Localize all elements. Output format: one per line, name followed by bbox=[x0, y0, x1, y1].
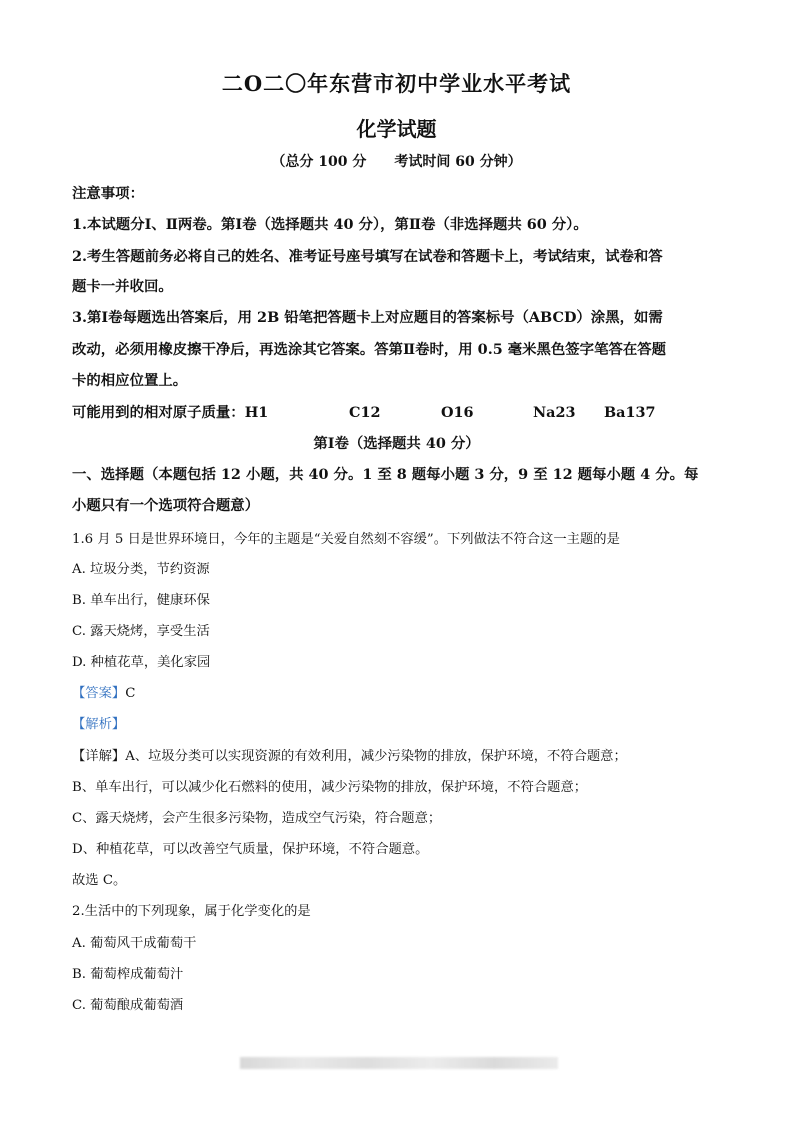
notice-item-1: 1.本试题分Ⅰ、Ⅱ两卷。第Ⅰ卷（选择题共 40 分），第Ⅱ卷（非选择题共 60 分）。 bbox=[72, 216, 588, 233]
q1-detail-b: B、单车出行，可以减少化石燃料的使用，减少污染物的排放，保护环境，不符合题意； bbox=[72, 780, 588, 795]
answer-value: C bbox=[125, 686, 136, 701]
q2-option-c: C. 葡萄酿成葡萄酒 bbox=[72, 998, 184, 1013]
blurred-footer-watermark bbox=[240, 1057, 558, 1069]
answer-tag: 【答案】 bbox=[72, 686, 126, 701]
atomic-mass-label: 可能用到的相对原子质量：H1 bbox=[72, 404, 269, 421]
section-title: 第Ⅰ卷（选择题共 40 分） bbox=[313, 435, 480, 452]
atomic-mass-na: Na23 bbox=[533, 404, 576, 421]
notice-heading: 注意事项： bbox=[72, 185, 144, 202]
exam-title: 二O二〇年东营市初中学业水平考试 bbox=[221, 71, 572, 96]
q1-option-a: A. 垃圾分类，节约资源 bbox=[72, 562, 210, 577]
detail-tag: 【详解】 bbox=[72, 749, 126, 764]
atomic-mass-ba: Ba137 bbox=[604, 404, 656, 421]
part-heading-line-1: 一、选择题（本题包括 12 小题，共 40 分。1 至 8 题每小题 3 分，9 至 12 题每小题 4 分。每 bbox=[72, 466, 699, 483]
q2-option-a: A. 葡萄风干成葡萄干 bbox=[72, 936, 197, 951]
q1-conclusion: 故选 C。 bbox=[72, 873, 127, 888]
q1-detail-a bbox=[72, 745, 627, 764]
q1-answer bbox=[72, 682, 135, 701]
q1-option-b: B. 单车出行，健康环保 bbox=[72, 593, 210, 608]
q2-option-b: B. 葡萄榨成葡萄汁 bbox=[72, 967, 184, 982]
notice-item-3-line-1: 3.第Ⅰ卷每题选出答案后，用 2B 铅笔把答题卡上对应题目的答案标号（ABCD）涂黑，如需 bbox=[72, 309, 663, 326]
q1-detail-d: D、种植花草，可以改善空气质量，保护环境，不符合题意。 bbox=[72, 842, 429, 857]
notice-item-2-line-2: 题卡一并收回。 bbox=[72, 278, 173, 295]
subject-title: 化学试题 bbox=[356, 117, 437, 141]
detail-a-text: A、垃圾分类可以实现资源的有效利用，减少污染物的排放，保护环境，不符合题意； bbox=[125, 749, 627, 764]
notice-item-2-line-1: 2.考生答题前务必将自己的姓名、准考证号座号填写在试卷和答题卡上，考试结束，试卷和答 bbox=[72, 248, 663, 265]
q1-option-d: D. 种植花草，美化家园 bbox=[72, 655, 211, 670]
analysis-tag: 【解析】 bbox=[72, 717, 126, 732]
part-heading-line-2: 小题只有一个选项符合题意） bbox=[72, 497, 260, 514]
notice-item-3-line-3: 卡的相应位置上。 bbox=[72, 372, 188, 389]
exam-info: （总分 100 分 考试时间 60 分钟） bbox=[271, 154, 522, 170]
atomic-mass-line bbox=[72, 401, 656, 422]
q1-option-c: C. 露天烧烤，享受生活 bbox=[72, 624, 210, 639]
atomic-mass-o: O16 bbox=[441, 404, 474, 421]
q1-stem: 1.6 月 5 日是世界环境日，今年的主题是“关爱自然刻不容缓”。下列做法不符合这一主题的是 bbox=[72, 532, 620, 547]
notice-item-3-line-2: 改动，必须用橡皮擦干净后，再选涂其它答案。答第Ⅱ卷时，用 0.5 毫米黑色签字笔答在答题 bbox=[72, 341, 667, 358]
q1-detail-c: C、露天烧烤，会产生很多污染物，造成空气污染，符合题意； bbox=[72, 811, 442, 826]
q2-stem: 2.生活中的下列现象，属于化学变化的是 bbox=[72, 904, 311, 919]
atomic-mass-c: C12 bbox=[349, 404, 381, 421]
